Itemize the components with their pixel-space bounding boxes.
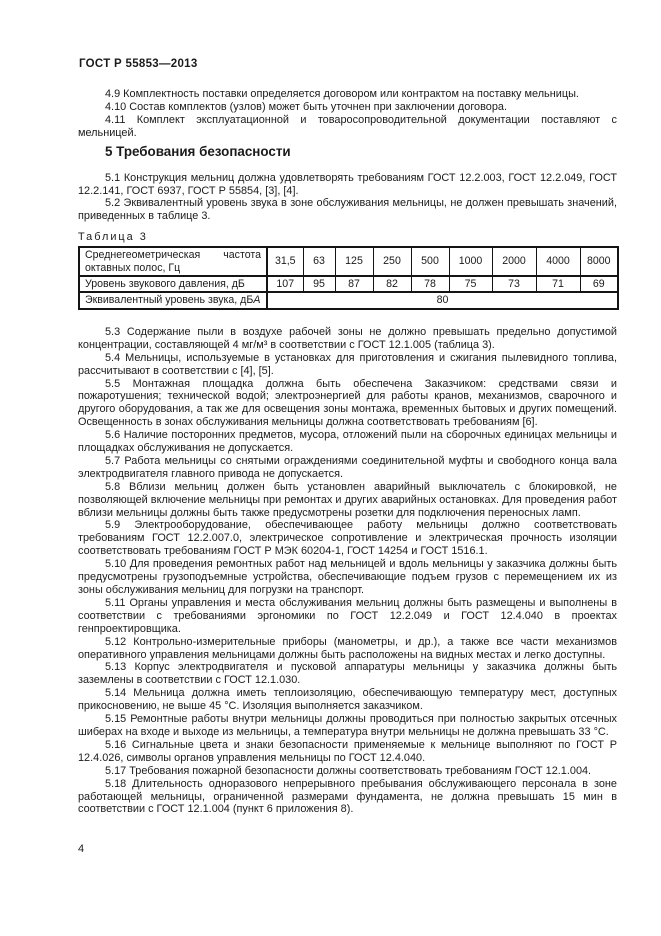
- table-cell: 75: [449, 276, 492, 292]
- paragraph-5-12: 5.12 Контрольно-измерительные приборы (манометры, и др.), а также все части механизмов оперативного управления мельницами должны быть расположены на видных местах и легко доступны.: [78, 635, 617, 661]
- paragraph-5-4: 5.4 Мельницы, используемые в установках для приготовления и сжигания пылевидного топлива, рассчитывают в соответствии с [4], [5].: [78, 351, 617, 377]
- paragraph-4-11: 4.11 Комплект эксплуатационной и товаросопроводительной документации поставляют с мельницей.: [78, 113, 617, 139]
- paragraph-5-16: 5.16 Сигнальные цвета и знаки безопасности применяемые к мельнице выполняют по ГОСТ Р 12.4.026, символы органов управления мельницы по ГОСТ 12.4.040.: [78, 738, 617, 764]
- paragraph-5-11: 5.11 Органы управления и места обслуживания мельниц должны быть размещены и выполнены в соответствии с требованиями эргономики по ГОСТ 12.2.049 и ГОСТ 12.4.040 в проектах генпроектировщика.: [78, 596, 617, 635]
- paragraph-5-2: 5.2 Эквивалентный уровень звука в зоне обслуживания мельницы, не должен превышать значений, приведенных в таблице 3.: [78, 197, 617, 223]
- table-cell: 2000: [492, 247, 536, 276]
- table-cell: 8000: [580, 247, 618, 276]
- table-cell: 73: [492, 276, 536, 292]
- paragraph-4-9: 4.9 Комплектность поставки определяется договором или контрактом на поставку мельницы.: [105, 88, 579, 100]
- paragraph-5-5: 5.5 Монтажная площадка должна быть обеспечена Заказчиком: средствами связи и пожаротушения; технической водой; электроэнергией для работы кранов, механизмов, сварочного и другого оборудования, а так же для освещения зоны монтажа, временных бытовых и других помещений. Освещенность в зонах обслуживания мельницы должна соответствовать требованиям [6].: [78, 377, 617, 429]
- table-cell: 95: [303, 276, 335, 292]
- table-cell: 71: [536, 276, 580, 292]
- page-number: 4: [78, 843, 85, 856]
- table-cell: 82: [373, 276, 411, 292]
- table-cell: 250: [373, 247, 411, 276]
- table-cell: 87: [335, 276, 373, 292]
- paragraph-5-17: 5.17 Требования пожарной безопасности должны соответствовать требованиям ГОСТ 12.1.004.: [105, 764, 592, 777]
- paragraph-5-7: 5.7 Работа мельницы со снятыми ограждениями соединительной муфты и свободного конца вала электродвигателя главного привода не допускается.: [78, 454, 617, 480]
- doc-number-header: ГОСТ Р 55853—2013: [79, 58, 198, 70]
- paragraph-5-15: 5.15 Ремонтные работы внутри мельницы должны проводиться при полностью закрытых отсечных шиберах на входе и выходе из мельницы, а температура внутри мельницы не должна превышать 33 °С.: [78, 713, 617, 738]
- table-cell: 107: [267, 276, 303, 292]
- table-cell: 63: [303, 247, 335, 276]
- paragraph-5-1: 5.1 Конструкция мельниц должна удовлетворять требованиям ГОСТ 12.2.003, ГОСТ 12.2.049, ГОСТ 12.2.141, ГОСТ 6937, ГОСТ Р 55854, [3], [4].: [78, 171, 617, 197]
- table-cell: 500: [411, 247, 449, 276]
- table-3: [78, 246, 619, 310]
- table-cell-merged: 80: [267, 292, 618, 308]
- paragraph-5-6: 5.6 Наличие посторонних предметов, мусора, отложений пыли на сборочных единицах мельницы и площадках обслуживания не допускается.: [78, 429, 617, 455]
- paragraph-5-14: 5.14 Мельница должна иметь теплоизоляцию, обеспечивающую температуру мест, доступных прикосновению, не выше 45 °С. Изоляция выполняется заказчиком.: [78, 687, 617, 713]
- table-3-label: Таблица 3: [78, 231, 148, 244]
- paragraph-5-9: 5.9 Электрооборудование, обеспечивающее работу мельницы должно соответствовать требованиям ГОСТ 12.2.007.0, электрическое сопротивление и электрическая прочность изоляции соответствовать требованиям ГОСТ Р МЭК 60204-1, ГОСТ 14254 и ГОСТ 1516.1.: [78, 519, 617, 558]
- section-5-heading: 5 Требования безопасности: [105, 143, 291, 159]
- table-cell: 78: [411, 276, 449, 292]
- table-row-label: Среднегеометрическая частота октавных полос, Гц: [79, 247, 267, 276]
- table-row-label: Эквивалентный уровень звука, дБА: [79, 292, 267, 308]
- table-row-frequency: [79, 247, 618, 276]
- table-row-pressure: [79, 276, 618, 292]
- paragraph-4-10: 4.10 Состав комплектов (узлов) может быть уточнен при заключении договора.: [105, 100, 507, 113]
- italic-unit-letter: А: [253, 294, 261, 307]
- table-cell: 4000: [536, 247, 580, 276]
- paragraph-5-3: 5.3 Содержание пыли в воздухе рабочей зоны не должно превышать предельно допустимой концентрации, составляющей 4 мг/м³ в соответствии с ГОСТ 12.1.005 (таблица 3).: [78, 325, 617, 351]
- paragraph-5-13: 5.13 Корпус электродвигателя и пусковой аппаратуры мельницы у заказчика должны быть заземлены в соответствии с ГОСТ 12.1.030.: [78, 661, 617, 687]
- table-row-equivalent: [79, 292, 618, 308]
- table-row-label: Уровень звукового давления, дБ: [79, 276, 267, 292]
- table-cell: 69: [580, 276, 618, 292]
- table-cell: 1000: [449, 247, 492, 276]
- table-cell: 125: [335, 247, 373, 276]
- table-cell: 31,5: [267, 247, 303, 276]
- paragraph-5-10: 5.10 Для проведения ремонтных работ над мельницей и вдоль мельницы у заказчика должны быть предусмотрены грузоподъемные устройства, обеспечивающие подъем грузов с перемещением их из зоны обслуживания мельниц для погрузки на транспорт.: [78, 558, 617, 596]
- paragraph-5-18: 5.18 Длительность одноразового непрерывного пребывания обслуживающего персонала в зоне работающей мельницы, ограниченной размерами фундамента, не должна превышать 15 мин в соответствии с ГОСТ 12.1.004 (пункт 6 приложения 8).: [78, 777, 617, 816]
- paragraph-5-8: 5.8 Вблизи мельниц должен быть установлен аварийный выключатель с блокировкой, не позволяющей включение мельницы при ремонтах и других аварийных остановках. Для проведения работ вблизи мельницы должны быть также предусмотрены розетки для подключения переносных ламп.: [78, 480, 617, 519]
